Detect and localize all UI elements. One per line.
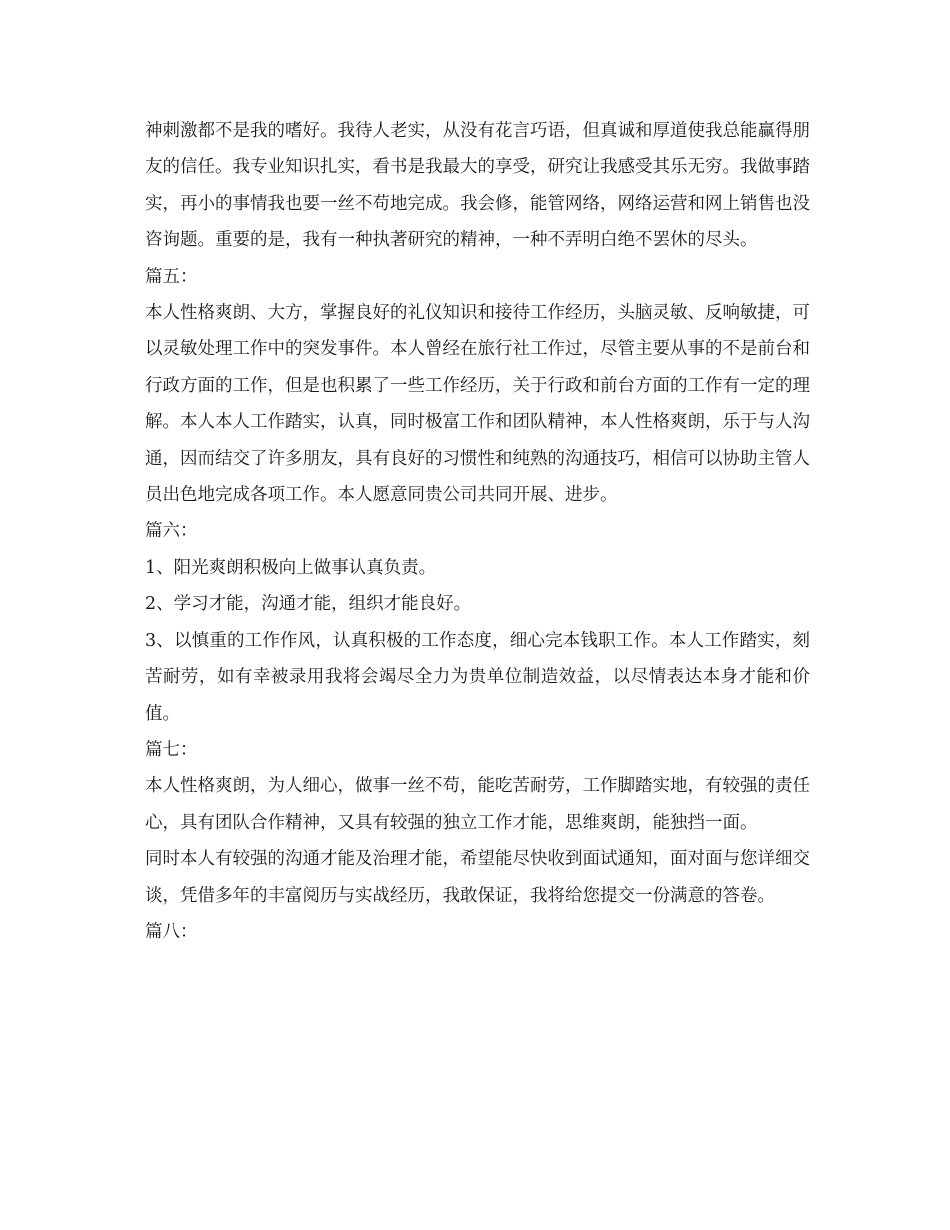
section-heading-8: 篇八： xyxy=(145,921,198,942)
section-heading-5: 篇五： xyxy=(145,266,198,287)
paragraph-section-7a: 本人性格爽朗，为人细心，做事一丝不苟，能吃苦耐劳，工作脚踏实地，有较强的责任心，具有团队合作精神，又具有较强的独立工作才能，思维爽朗，能独挡一面。 xyxy=(145,776,810,833)
section-heading-7: 篇七： xyxy=(145,739,198,760)
paragraph-section-7b: 同时本人有较强的沟通才能及治理才能，希望能尽快收到面试通知，面对面与您详细交谈，凭借多年的丰富阅历与实战经历，我敢保证，我将给您提交一份满意的答卷。 xyxy=(145,849,810,906)
list-item-3: 3、以慎重的工作作风，认真积极的工作态度，细心完本钱职工作。本人工作踏实，刻苦耐劳，如有幸被录用我将会竭尽全力为贵单位制造效益，以尽情表达本身才能和价值。 xyxy=(145,630,810,724)
paragraph-section-5: 本人性格爽朗、大方，掌握良好的礼仪知识和接待工作经历，头脑灵敏、反响敏捷，可以灵敏处理工作中的突发事件。本人曾经在旅行社工作过，尽管主要从事的不是前台和行政方面的工作，但是也积累了一些工作经历，关于行政和前台方面的工作有一定的理解。本人本人工作踏实，认真，同时极富工作和团队精神，本人性格爽朗，乐于与人沟通，因而结交了许多朋友，具有良好的习惯性和纯熟的沟通技巧，相信可以协助主管人员出色地完成各项工作。本人愿意同贵公司共同开展、进步。 xyxy=(145,303,810,506)
section-heading-6: 篇六： xyxy=(145,521,198,542)
paragraph-intro-continuation: 神刺激都不是我的嗜好。我待人老实，从没有花言巧语，但真诚和厚道使我总能赢得朋友的信任。我专业知识扎实，看书是我最大的享受，研究让我感受其乐无穷。我做事踏实，再小的事情我也要一丝不苟地完成。我会修，能管网络，网络运营和网上销售也没咨询题。重要的是，我有一种执著研究的精神，一种不弄明白绝不罢休的尽头。 xyxy=(145,121,810,251)
document-body xyxy=(145,113,810,950)
list-item-2: 2、学习才能，沟通才能，组织才能良好。 xyxy=(145,594,472,615)
list-item-1: 1、阳光爽朗积极向上做事认真负责。 xyxy=(145,557,437,578)
